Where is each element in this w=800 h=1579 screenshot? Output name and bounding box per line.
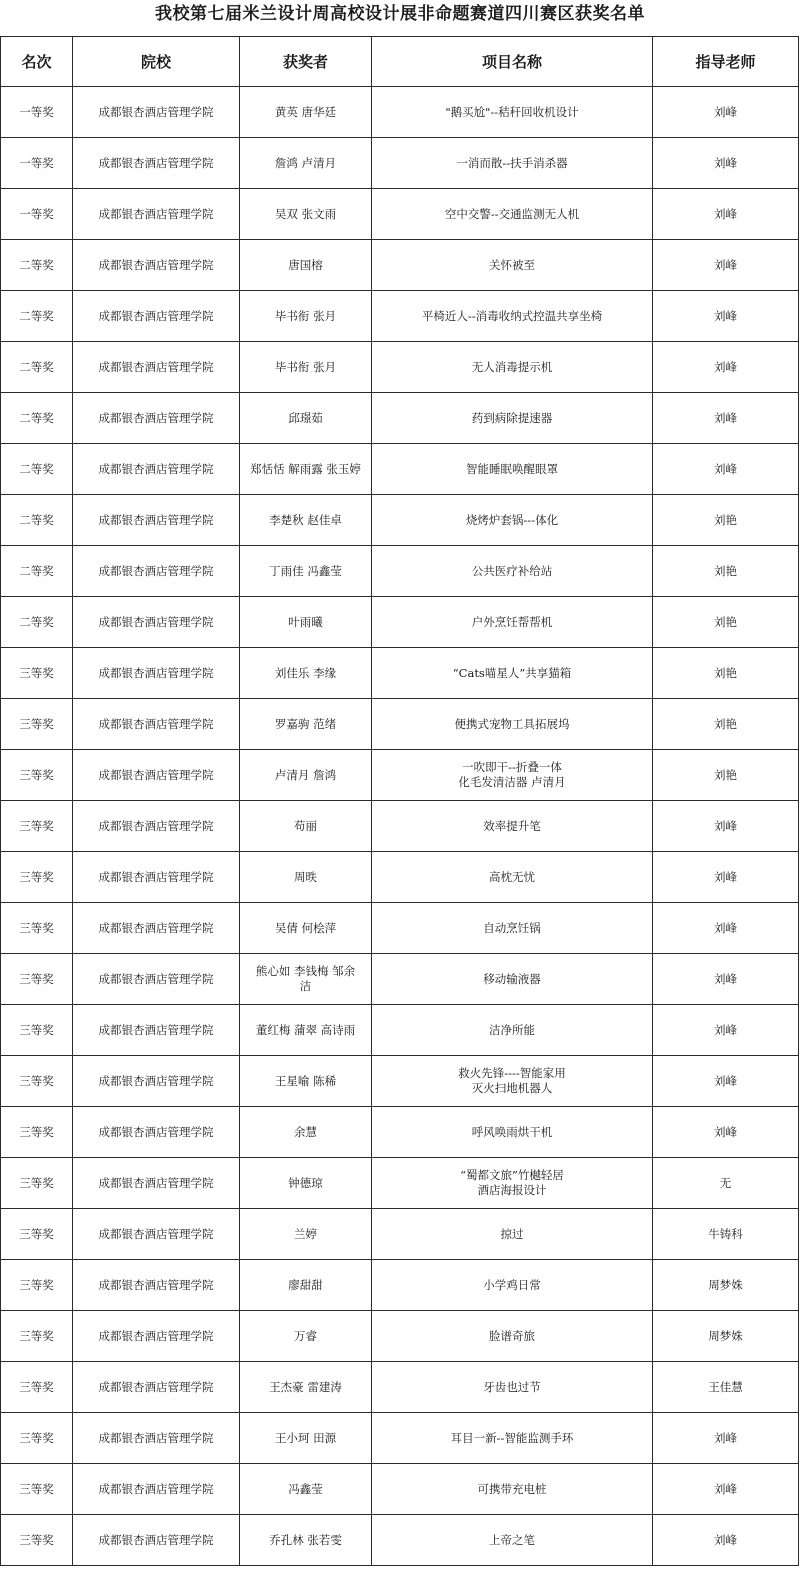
table-row [1, 1515, 799, 1566]
teacher-cell: 刘峰 [653, 1107, 799, 1158]
table-row [1, 291, 799, 342]
teacher-cell: 刘峰 [653, 240, 799, 291]
project-cell: 便携式宠物工具拓展坞 [372, 699, 653, 750]
project-cell: 空中交警--交通监测无人机 [372, 189, 653, 240]
table-row [1, 699, 799, 750]
table-row [1, 852, 799, 903]
winners-cell: 王小珂 田源 [240, 1413, 372, 1464]
project-cell: “Cats喵星人”共享猫箱 [372, 648, 653, 699]
winners-cell: 万睿 [240, 1311, 372, 1362]
rank-cell: 三等奖 [1, 852, 73, 903]
rank-cell: 三等奖 [1, 648, 73, 699]
winners-cell: 唐国榕 [240, 240, 372, 291]
rank-cell: 二等奖 [1, 495, 73, 546]
project-cell: 平椅近人--消毒收纳式控温共享坐椅 [372, 291, 653, 342]
table-row [1, 801, 799, 852]
rank-cell: 三等奖 [1, 1464, 73, 1515]
winners-cell: 詹鸿 卢清月 [240, 138, 372, 189]
project-cell: 洁净所能 [372, 1005, 653, 1056]
winners-cell: 吴倩 何桧萍 [240, 903, 372, 954]
winners-cell: 廖甜甜 [240, 1260, 372, 1311]
rank-cell: 一等奖 [1, 138, 73, 189]
project-cell: 耳目一新--智能监测手环 [372, 1413, 653, 1464]
rank-cell: 三等奖 [1, 1260, 73, 1311]
school-cell: 成都银杏酒店管理学院 [73, 954, 240, 1005]
teacher-cell: 王佳慧 [653, 1362, 799, 1413]
school-cell: 成都银杏酒店管理学院 [73, 1107, 240, 1158]
header-winners: 获奖者 [240, 37, 372, 87]
rank-cell: 三等奖 [1, 1107, 73, 1158]
rank-cell: 二等奖 [1, 597, 73, 648]
rank-cell: 二等奖 [1, 240, 73, 291]
project-cell: 烧烤炉套锅---体化 [372, 495, 653, 546]
winners-cell: 苟丽 [240, 801, 372, 852]
project-cell: 上帝之笔 [372, 1515, 653, 1566]
teacher-cell: 刘艳 [653, 546, 799, 597]
project-cell: 一消而散--扶手消杀器 [372, 138, 653, 189]
teacher-cell: 刘峰 [653, 954, 799, 1005]
table-row [1, 1209, 799, 1260]
school-cell: 成都银杏酒店管理学院 [73, 699, 240, 750]
table-row [1, 1158, 799, 1209]
table-row [1, 1362, 799, 1413]
rank-cell: 三等奖 [1, 1362, 73, 1413]
winners-cell: 丁雨佳 冯鑫莹 [240, 546, 372, 597]
winners-cell: 卢清月 詹鸿 [240, 750, 372, 801]
project-cell: 牙齿也过节 [372, 1362, 653, 1413]
rank-cell: 三等奖 [1, 1311, 73, 1362]
project-cell: 无人消毒提示机 [372, 342, 653, 393]
winners-cell: 乔孔林 张若雯 [240, 1515, 372, 1566]
winners-cell: 冯鑫莹 [240, 1464, 372, 1515]
school-cell: 成都银杏酒店管理学院 [73, 444, 240, 495]
project-cell: 移动输液器 [372, 954, 653, 1005]
table-header-row [1, 37, 799, 87]
table-row [1, 87, 799, 138]
teacher-cell: 刘艳 [653, 750, 799, 801]
project-cell: 公共医疗补给站 [372, 546, 653, 597]
winners-cell: 罗嘉驹 范绪 [240, 699, 372, 750]
school-cell: 成都银杏酒店管理学院 [73, 1209, 240, 1260]
project-cell: 智能睡眠唤醒眼罩 [372, 444, 653, 495]
winners-cell: 黄英 唐华廷 [240, 87, 372, 138]
table-row [1, 495, 799, 546]
header-school: 院校 [73, 37, 240, 87]
table-row [1, 954, 799, 1005]
project-cell: 药到病除提速器 [372, 393, 653, 444]
rank-cell: 三等奖 [1, 903, 73, 954]
school-cell: 成都银杏酒店管理学院 [73, 546, 240, 597]
school-cell: 成都银杏酒店管理学院 [73, 495, 240, 546]
rank-cell: 二等奖 [1, 393, 73, 444]
table-row [1, 393, 799, 444]
table-row [1, 1464, 799, 1515]
rank-cell: 三等奖 [1, 750, 73, 801]
school-cell: 成都银杏酒店管理学院 [73, 189, 240, 240]
school-cell: 成都银杏酒店管理学院 [73, 1362, 240, 1413]
teacher-cell: 刘峰 [653, 1464, 799, 1515]
teacher-cell: 周梦姝 [653, 1260, 799, 1311]
teacher-cell: 刘峰 [653, 138, 799, 189]
winners-cell: 余慧 [240, 1107, 372, 1158]
table-row [1, 342, 799, 393]
project-cell: 高枕无忧 [372, 852, 653, 903]
school-cell: 成都银杏酒店管理学院 [73, 801, 240, 852]
teacher-cell: 刘峰 [653, 189, 799, 240]
table-row [1, 138, 799, 189]
project-cell: “蜀都文旅”竹樾轻居 酒店海报设计 [372, 1158, 653, 1209]
table-row [1, 444, 799, 495]
teacher-cell: 刘峰 [653, 903, 799, 954]
teacher-cell: 牛铸科 [653, 1209, 799, 1260]
project-cell: 救火先锋----智能家用 灭火扫地机器人 [372, 1056, 653, 1107]
table-row [1, 1311, 799, 1362]
winners-cell: 兰婷 [240, 1209, 372, 1260]
school-cell: 成都银杏酒店管理学院 [73, 1311, 240, 1362]
school-cell: 成都银杏酒店管理学院 [73, 1056, 240, 1107]
rank-cell: 一等奖 [1, 87, 73, 138]
rank-cell: 三等奖 [1, 1056, 73, 1107]
table-row [1, 1107, 799, 1158]
school-cell: 成都银杏酒店管理学院 [73, 87, 240, 138]
header-rank: 名次 [1, 37, 73, 87]
winners-cell: 周昳 [240, 852, 372, 903]
winners-cell: 郑恬恬 解雨露 张玉婷 [240, 444, 372, 495]
project-cell: "鹅买尬"--秸秆回收机设计 [372, 87, 653, 138]
project-cell: 效率提升笔 [372, 801, 653, 852]
teacher-cell: 刘峰 [653, 393, 799, 444]
teacher-cell: 周梦姝 [653, 1311, 799, 1362]
table-row [1, 1005, 799, 1056]
rank-cell: 三等奖 [1, 1413, 73, 1464]
awards-table [0, 36, 799, 1566]
project-cell: 掠过 [372, 1209, 653, 1260]
teacher-cell: 刘峰 [653, 1413, 799, 1464]
teacher-cell: 刘峰 [653, 801, 799, 852]
project-cell: 一吹即干--折叠一体 化毛发清洁器 卢清月 [372, 750, 653, 801]
winners-cell: 刘佳乐 李缘 [240, 648, 372, 699]
teacher-cell: 刘峰 [653, 342, 799, 393]
rank-cell: 一等奖 [1, 189, 73, 240]
table-row [1, 1413, 799, 1464]
rank-cell: 二等奖 [1, 342, 73, 393]
school-cell: 成都银杏酒店管理学院 [73, 648, 240, 699]
rank-cell: 三等奖 [1, 1209, 73, 1260]
project-cell: 脸谱奇旅 [372, 1311, 653, 1362]
rank-cell: 三等奖 [1, 1005, 73, 1056]
teacher-cell: 刘峰 [653, 1005, 799, 1056]
school-cell: 成都银杏酒店管理学院 [73, 1413, 240, 1464]
project-cell: 关怀被至 [372, 240, 653, 291]
school-cell: 成都银杏酒店管理学院 [73, 240, 240, 291]
teacher-cell: 刘峰 [653, 1515, 799, 1566]
table-row [1, 1056, 799, 1107]
winners-cell: 吴双 张文雨 [240, 189, 372, 240]
winners-cell: 钟德琼 [240, 1158, 372, 1209]
rank-cell: 三等奖 [1, 1158, 73, 1209]
project-cell: 小学鸡日常 [372, 1260, 653, 1311]
teacher-cell: 刘峰 [653, 1056, 799, 1107]
winners-cell: 叶雨曦 [240, 597, 372, 648]
project-cell: 可携带充电桩 [372, 1464, 653, 1515]
school-cell: 成都银杏酒店管理学院 [73, 342, 240, 393]
rank-cell: 三等奖 [1, 801, 73, 852]
winners-cell: 王杰豪 雷建涛 [240, 1362, 372, 1413]
school-cell: 成都银杏酒店管理学院 [73, 1005, 240, 1056]
teacher-cell: 刘艳 [653, 597, 799, 648]
teacher-cell: 刘峰 [653, 852, 799, 903]
project-cell: 户外烹饪帮帮机 [372, 597, 653, 648]
table-body [1, 87, 799, 1566]
teacher-cell: 无 [653, 1158, 799, 1209]
header-teacher: 指导老师 [653, 37, 799, 87]
school-cell: 成都银杏酒店管理学院 [73, 1260, 240, 1311]
teacher-cell: 刘艳 [653, 495, 799, 546]
teacher-cell: 刘艳 [653, 648, 799, 699]
winners-cell: 毕书衔 张月 [240, 291, 372, 342]
rank-cell: 二等奖 [1, 444, 73, 495]
table-row [1, 597, 799, 648]
project-cell: 呼风唤雨烘干机 [372, 1107, 653, 1158]
table-row [1, 189, 799, 240]
school-cell: 成都银杏酒店管理学院 [73, 1515, 240, 1566]
rank-cell: 三等奖 [1, 954, 73, 1005]
rank-cell: 二等奖 [1, 546, 73, 597]
header-project: 项目名称 [372, 37, 653, 87]
school-cell: 成都银杏酒店管理学院 [73, 597, 240, 648]
table-row [1, 1260, 799, 1311]
table-row [1, 648, 799, 699]
school-cell: 成都银杏酒店管理学院 [73, 903, 240, 954]
school-cell: 成都银杏酒店管理学院 [73, 1158, 240, 1209]
winners-cell: 毕书衔 张月 [240, 342, 372, 393]
winners-cell: 李楚秋 赵佳卓 [240, 495, 372, 546]
school-cell: 成都银杏酒店管理学院 [73, 393, 240, 444]
project-cell: 自动烹饪锅 [372, 903, 653, 954]
table-row [1, 903, 799, 954]
school-cell: 成都银杏酒店管理学院 [73, 1464, 240, 1515]
rank-cell: 二等奖 [1, 291, 73, 342]
teacher-cell: 刘峰 [653, 444, 799, 495]
school-cell: 成都银杏酒店管理学院 [73, 138, 240, 189]
rank-cell: 三等奖 [1, 699, 73, 750]
page-title: 我校第七届米兰设计周高校设计展非命题赛道四川赛区获奖名单 [155, 4, 645, 24]
winners-cell: 熊心如 李钱梅 邹余 洁 [240, 954, 372, 1005]
school-cell: 成都银杏酒店管理学院 [73, 750, 240, 801]
table-row [1, 750, 799, 801]
winners-cell: 董红梅 蒲翠 高诗雨 [240, 1005, 372, 1056]
table-row [1, 546, 799, 597]
winners-cell: 邱璟茹 [240, 393, 372, 444]
teacher-cell: 刘艳 [653, 699, 799, 750]
teacher-cell: 刘峰 [653, 87, 799, 138]
school-cell: 成都银杏酒店管理学院 [73, 291, 240, 342]
winners-cell: 王星喻 陈稀 [240, 1056, 372, 1107]
school-cell: 成都银杏酒店管理学院 [73, 852, 240, 903]
rank-cell: 三等奖 [1, 1515, 73, 1566]
table-row [1, 240, 799, 291]
teacher-cell: 刘峰 [653, 291, 799, 342]
